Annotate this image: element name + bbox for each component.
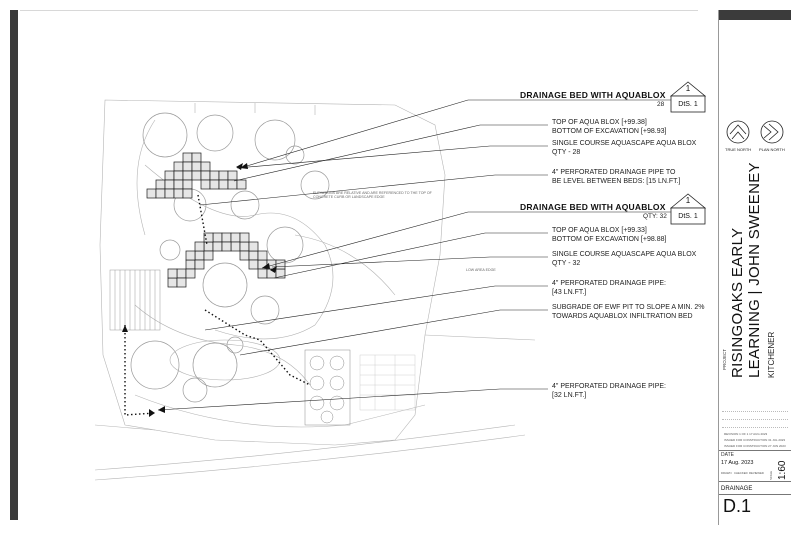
callout-2-qty-tag: QTY: 32	[643, 213, 667, 220]
callout-1-tag-ref: DtS. 1	[678, 101, 698, 108]
callout-2-subgrade-line-2: TOWARDS AQUABLOX INFILTRATION BED	[552, 313, 693, 321]
sheet-number: D.1	[723, 496, 752, 516]
sheet-title: DRAINAGE	[721, 486, 753, 492]
callout-2-pipe	[552, 279, 666, 298]
elevation-note	[313, 191, 432, 200]
callout-1-title: DRAINAGE BED WITH AQUABLOX	[520, 90, 666, 100]
deck-hatch	[110, 270, 160, 330]
callout-1-qty-line: QTY - 28	[552, 149, 581, 157]
callout-2-top-elevation: TOP OF AQUA BLOX [+99.33]	[552, 227, 647, 234]
callout-2-course	[552, 250, 696, 269]
callout-3-pipe-line-2: [32 LN.FT.]	[552, 392, 587, 400]
callout-2-qty-line: QTY - 32	[552, 260, 581, 268]
plan-north-icon	[759, 119, 785, 145]
callout-1-top-elevation: TOP OF AQUA BLOX [+99.38]	[552, 119, 647, 126]
callout-2-bottom-elevation: BOTTOM OF EXCAVATION [+98.88]	[552, 236, 667, 244]
callout-1-pipe	[552, 168, 681, 187]
planting-block	[305, 350, 350, 425]
project-location: KITCHENER	[767, 331, 776, 378]
garden-plots	[360, 355, 415, 410]
project-info	[719, 160, 791, 390]
side-note: LOW AREA EDGE	[466, 268, 496, 272]
scale-label: SCALE	[769, 470, 773, 480]
true-north-label: TRUE NORTH	[725, 147, 752, 152]
revision-entry: ISSUED FOR CONSTRUCTION 27 JUN 2023	[724, 444, 786, 448]
callout-2-pipe-line-1: 4" PERFORATED DRAINAGE PIPE:	[552, 280, 666, 287]
revision-entry: ISSUED FOR CONSTRUCTION 31 JUL 2023	[724, 438, 786, 442]
plan-north-label: PLAN NORTH	[759, 147, 785, 152]
play-circles	[131, 113, 329, 402]
revision-table	[722, 405, 788, 455]
date-value: 17 Aug. 2023	[721, 460, 754, 466]
callout-2-tag-number: 1	[685, 196, 691, 205]
north-arrows	[719, 115, 791, 163]
sheet-edge-bar	[10, 10, 18, 520]
site-plan	[95, 95, 535, 495]
callout-3-pipe	[552, 382, 666, 401]
scale-value: 1:60	[777, 460, 788, 480]
callout-2-title: DRAINAGE BED WITH AQUABLOX	[520, 202, 666, 212]
callout-3-pipe-line-1: 4" PERFORATED DRAINAGE PIPE:	[552, 383, 666, 390]
revision-entry: REVISION 1 OF 1 17 AUG 2023	[724, 432, 768, 436]
callout-1-tag-number: 1	[685, 84, 691, 93]
title-block	[718, 10, 791, 525]
reviewed-label: REVIEWED	[749, 471, 764, 475]
callout-1-qty-tag: 28	[657, 101, 665, 108]
callout-2-course-line: SINGLE COURSE AQUASCAPE AQUA BLOX	[552, 251, 697, 258]
callout-2-pipe-line-2: [43 LN.FT.]	[552, 289, 587, 297]
callout-1-bottom-elevation: BOTTOM OF EXCAVATION [+98.93]	[552, 128, 667, 136]
true-north-icon	[725, 119, 751, 145]
callout-1-course-line: SINGLE COURSE AQUASCAPE AQUA BLOX	[552, 140, 697, 147]
date-label: DATE	[721, 452, 734, 458]
checked-label: CHECKED	[734, 471, 748, 475]
drainage-pipes	[125, 195, 310, 415]
elevation-note-line-2: CONCRETE CURB OR LANDSCAPE EDGE	[313, 195, 385, 200]
project-name-line-2: LEARNING | JOHN SWEENEY	[746, 162, 763, 378]
aquablox-bed-1	[147, 153, 246, 198]
project-caption: PROJECT	[722, 348, 727, 370]
callout-2-subgrade	[552, 303, 704, 322]
callout-2-subgrade-line-1: SUBGRADE OF EWF PIT TO SLOPE A MIN. 2%	[552, 304, 705, 311]
callout-1-course	[552, 139, 696, 158]
callout-2-elevations	[552, 226, 666, 245]
title-block-top-bar	[719, 10, 791, 20]
callout-1-pipe-line-2: BE LEVEL BETWEEN BEDS: [15 LN.FT.]	[552, 178, 681, 186]
callout-1-elevations	[552, 118, 666, 137]
site-boundary	[95, 100, 535, 480]
callout-1-pipe-line-1: 4" PERFORATED DRAINAGE PIPE TO	[552, 169, 676, 176]
drawn-label: DRAWN	[721, 471, 732, 475]
callout-2-tag-ref: DtS. 1	[678, 213, 698, 220]
elevation-note-line-1: ELEVATIONS ARE RELATIVE AND ARE REFERENCED TO THE TOP OF	[313, 191, 432, 195]
project-name-line-1: RISINGOAKS EARLY	[729, 227, 746, 378]
